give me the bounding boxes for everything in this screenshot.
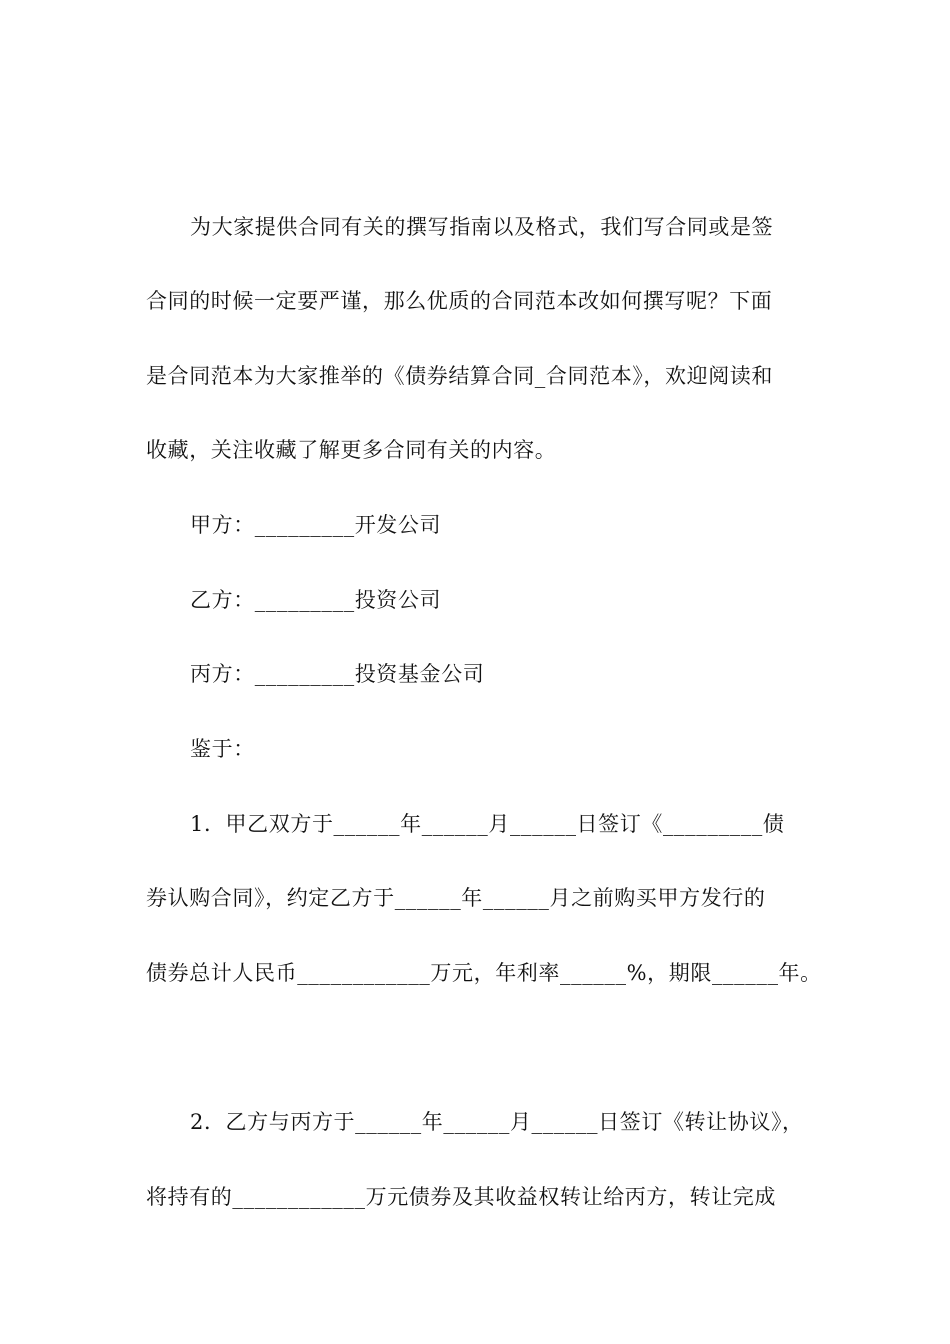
whereas-heading: 鉴于： <box>190 737 255 761</box>
clause-1-line-1: 1．甲乙双方于______年______月______日签订《_________债 <box>190 812 785 836</box>
clause-2-line-2: 将持有的____________万元债券及其收益权转让给丙方，转让完成 <box>146 1185 776 1209</box>
party-c-line: 丙方：_________投资基金公司 <box>190 662 485 686</box>
intro-line-2: 合同的时候一定要严谨，那么优质的合同范本改如何撰写呢？下面 <box>146 289 773 313</box>
clause-2-line-1: 2．乙方与丙方于______年______月______日签订《转让协议》， <box>190 1110 804 1134</box>
intro-line-3: 是合同范本为大家推举的《债券结算合同_合同范本》，欢迎阅读和 <box>146 364 773 388</box>
clause-1-line-3: 债券总计人民币____________万元，年利率______%，期限______年。 <box>146 961 822 985</box>
clause-1-line-2: 券认购合同》，约定乙方于______年______月之前购买甲方发行的 <box>146 886 766 910</box>
intro-line-1: 为大家提供合同有关的撰写指南以及格式，我们写合同或是签 <box>190 215 774 239</box>
party-a-line: 甲方：_________开发公司 <box>190 513 442 537</box>
intro-line-4: 收藏，关注收藏了解更多合同有关的内容。 <box>146 438 557 462</box>
party-b-line: 乙方：_________投资公司 <box>190 588 442 612</box>
